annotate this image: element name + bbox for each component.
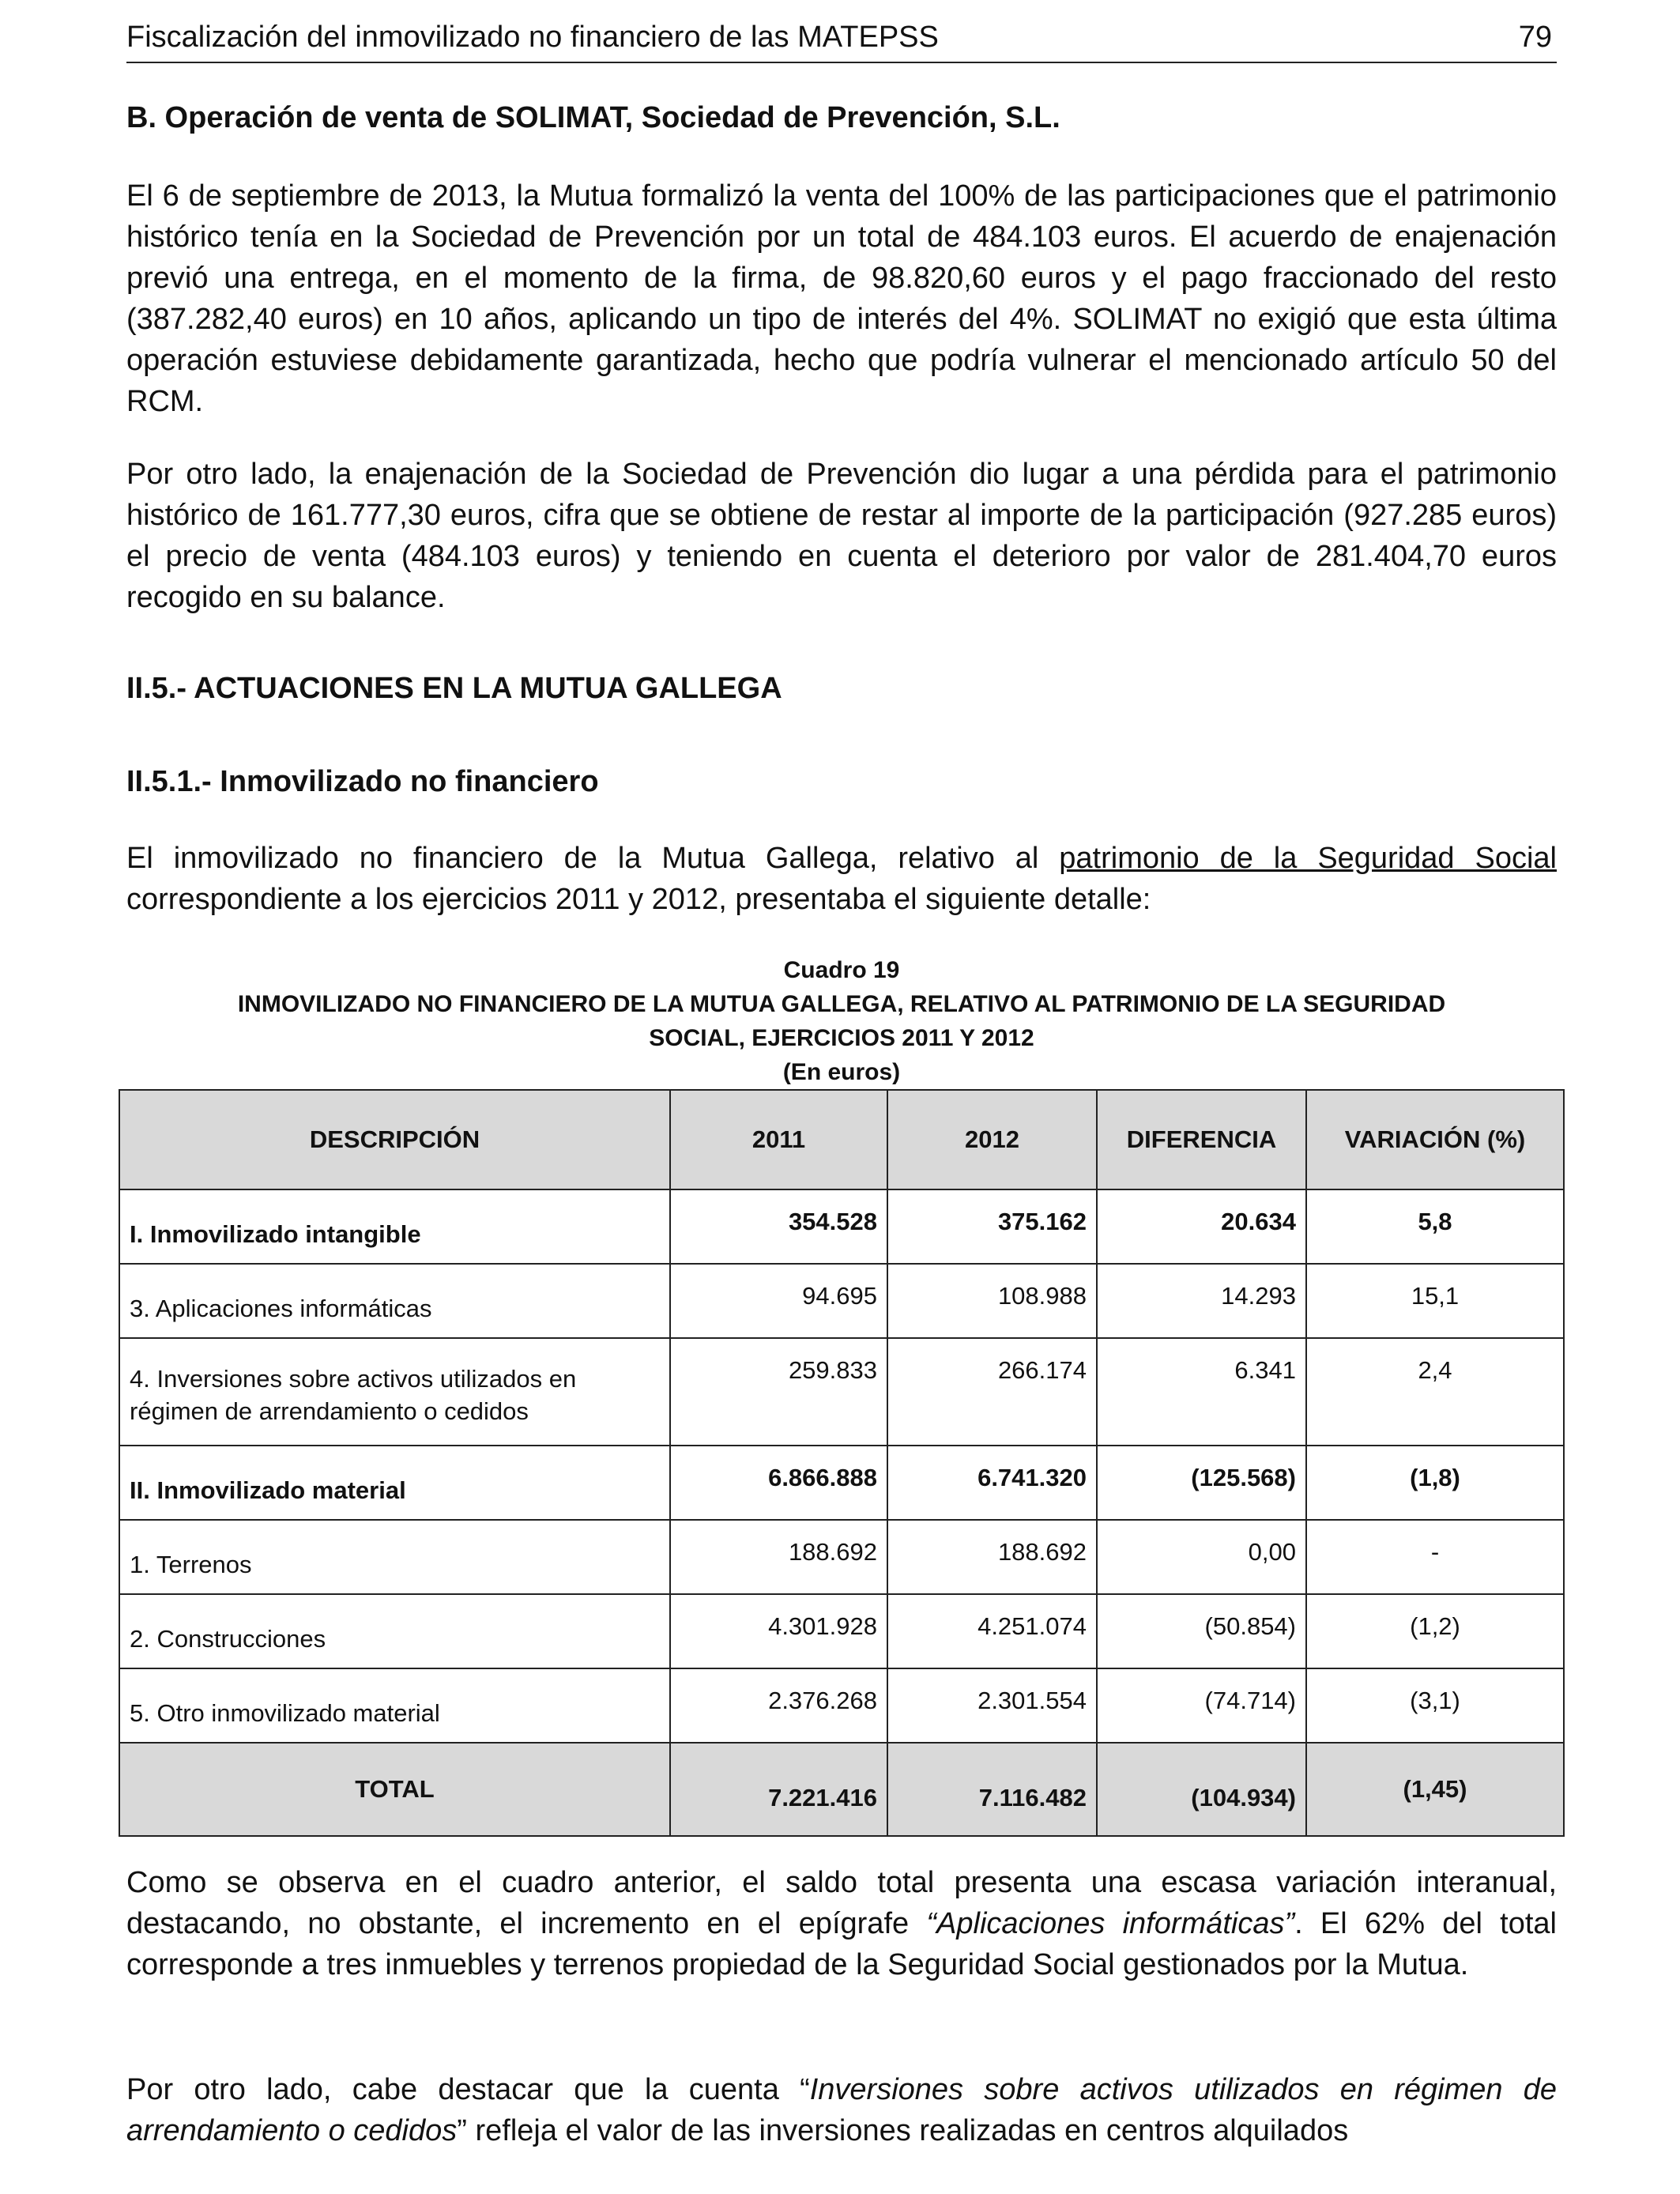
col-header-difference: DIFERENCIA [1097, 1090, 1306, 1189]
investments-text-before: Por otro lado, cabe destacar que la cuenta “ [126, 2073, 810, 2106]
row-difference: 14.293 [1097, 1264, 1306, 1338]
investments-text-italic: Inversiones sobre activos utilizados en régimen de arrendamiento o cedidos [126, 2073, 1557, 2147]
paragraph-investments [126, 2069, 1557, 2151]
analysis-text-italic: “Aplicaciones informáticas” [926, 1907, 1295, 1940]
total-2012: 7.116.482 [887, 1743, 1097, 1836]
table-row [119, 1264, 1564, 1338]
row-2011: 6.866.888 [670, 1446, 887, 1520]
row-variation: - [1306, 1520, 1564, 1594]
paragraph-sale-details: El 6 de septiembre de 2013, la Mutua formalizó la venta del 100% de las participaciones que el patrimonio histórico tenía en la Sociedad de Prevención por un total de 484.103 euros. El acuerdo de enajenación previó una entrega, en el momento de la firma, de 98.820,60 euros y el pago fraccionado del resto (387.282,40 euros) en 10 años, aplicando un tipo de interés del 4%. SOLIMAT no exigió que esta última operación estuviese debidamente garantizada, hecho que podría vulnerar el mencionado artículo 50 del RCM. [126, 179, 1557, 418]
analysis-text-before: Como se observa en el cuadro anterior, el saldo total presenta una escasa variación interanual, destacando, no obstante, el incremento en el epígrafe [126, 1866, 1557, 1940]
row-2012: 188.692 [887, 1520, 1097, 1594]
total-variation: (1,45) [1306, 1743, 1564, 1836]
row-difference: 6.341 [1097, 1338, 1306, 1446]
row-difference: 20.634 [1097, 1189, 1306, 1264]
row-2011: 4.301.928 [670, 1594, 887, 1668]
analysis-text-after: . El 62% del total corresponde a tres inmuebles y terrenos propiedad de la Seguridad Social gestionados por la Mutua. [126, 1907, 1557, 1981]
row-description: II. Inmovilizado material [119, 1446, 670, 1520]
row-description: 4. Inversiones sobre activos utilizados en régimen de arrendamiento o cedidos [119, 1338, 670, 1446]
row-variation: (1,8) [1306, 1446, 1564, 1520]
row-2012: 2.301.554 [887, 1668, 1097, 1743]
table-row [119, 1668, 1564, 1743]
table-row [119, 1446, 1564, 1520]
running-header [126, 17, 1557, 63]
col-header-description: DESCRIPCIÓN [119, 1090, 670, 1189]
paragraph-table-intro [126, 838, 1557, 920]
investments-text-after: ” refleja el valor de las inversiones realizadas en centros alquilados [457, 2114, 1349, 2147]
caption-unit: (En euros) [782, 1059, 901, 1085]
section-b-heading: B. Operación de venta de SOLIMAT, Sociedad de Prevención, S.L. [126, 101, 1060, 134]
row-variation: 5,8 [1306, 1189, 1564, 1264]
row-difference: (74.714) [1097, 1668, 1306, 1743]
section-ii51-heading: II.5.1.- Inmovilizado no financiero [126, 765, 599, 798]
fixed-assets-table [119, 1089, 1565, 1837]
row-description: I. Inmovilizado intangible [119, 1189, 670, 1264]
paragraph-analysis [126, 1862, 1557, 1985]
table-row [119, 1520, 1564, 1594]
row-2011: 2.376.268 [670, 1668, 887, 1743]
col-header-variation: VARIACIÓN (%) [1306, 1090, 1564, 1189]
row-2011: 94.695 [670, 1264, 887, 1338]
row-variation: (3,1) [1306, 1668, 1564, 1743]
row-2012: 266.174 [887, 1338, 1097, 1446]
row-difference: (50.854) [1097, 1594, 1306, 1668]
row-2012: 4.251.074 [887, 1594, 1097, 1668]
row-2012: 108.988 [887, 1264, 1097, 1338]
row-description: 3. Aplicaciones informáticas [119, 1264, 670, 1338]
row-2012: 375.162 [887, 1189, 1097, 1264]
section-ii5-heading: II.5.- ACTUACIONES EN LA MUTUA GALLEGA [126, 672, 782, 705]
row-description: 2. Construcciones [119, 1594, 670, 1668]
table-total-row [119, 1743, 1564, 1836]
row-difference: (125.568) [1097, 1446, 1306, 1520]
row-2011: 259.833 [670, 1338, 887, 1446]
intro-text-underlined: patrimonio de la Seguridad Social [1059, 842, 1557, 875]
caption-title-line1: INMOVILIZADO NO FINANCIERO DE LA MUTUA GALLEGA, RELATIVO AL PATRIMONIO DE LA SEGURIDAD [237, 991, 1446, 1017]
page-number: 79 [1518, 21, 1552, 54]
caption-number: Cuadro 19 [783, 957, 900, 983]
row-variation: 15,1 [1306, 1264, 1564, 1338]
row-description: 1. Terrenos [119, 1520, 670, 1594]
row-variation: 2,4 [1306, 1338, 1564, 1446]
row-2011: 354.528 [670, 1189, 887, 1264]
table-row [119, 1594, 1564, 1668]
row-difference: 0,00 [1097, 1520, 1306, 1594]
total-difference: (104.934) [1097, 1743, 1306, 1836]
row-variation: (1,2) [1306, 1594, 1564, 1668]
caption-title-line2: SOCIAL, EJERCICIOS 2011 Y 2012 [649, 1025, 1034, 1051]
paragraph-loss-details: Por otro lado, la enajenación de la Sociedad de Prevención dio lugar a una pérdida para el patrimonio histórico de 161.777,30 euros, cifra que se obtiene de restar al importe de la participación (927.285 euros) el precio de venta (484.103 euros) y teniendo en cuenta el deterioro por valor de 281.404,70 euros recogido en su balance. [126, 458, 1557, 614]
col-header-2011: 2011 [670, 1090, 887, 1189]
row-2012: 6.741.320 [887, 1446, 1097, 1520]
total-2011: 7.221.416 [670, 1743, 887, 1836]
table-row [119, 1189, 1564, 1264]
intro-text-before: El inmovilizado no financiero de la Mutua Gallega, relativo al [126, 842, 1060, 875]
row-description: 5. Otro inmovilizado material [119, 1668, 670, 1743]
table-header-row [119, 1090, 1564, 1189]
header-title: Fiscalización del inmovilizado no financiero de las MATEPSS [126, 21, 939, 54]
table-row [119, 1338, 1564, 1446]
total-description: TOTAL [119, 1743, 670, 1836]
table-caption [126, 953, 1557, 1089]
intro-text-after: correspondiente a los ejercicios 2011 y 2012, presentaba el siguiente detalle: [126, 883, 1151, 916]
col-header-2012: 2012 [887, 1090, 1097, 1189]
row-2011: 188.692 [670, 1520, 887, 1594]
